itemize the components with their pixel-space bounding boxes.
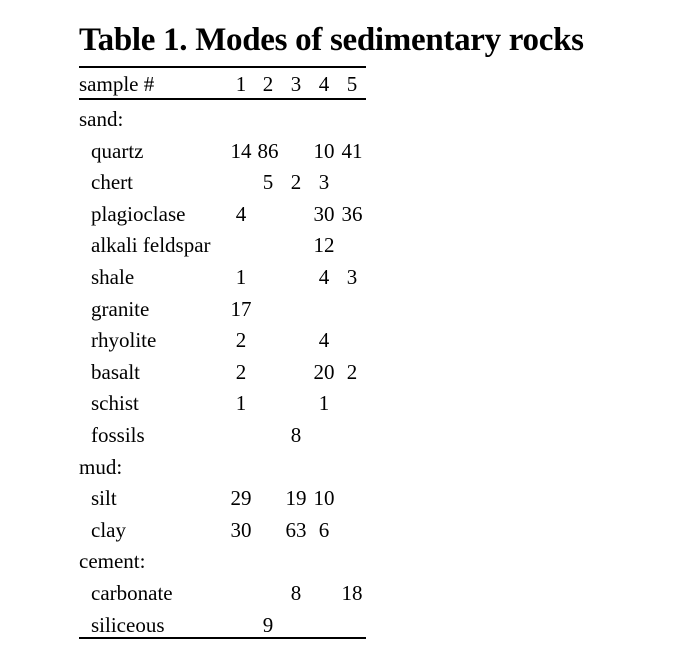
table-cell: 29	[230, 486, 252, 511]
header-label: sample #	[79, 72, 155, 96]
table-cell: 1	[318, 391, 330, 416]
table-row	[79, 229, 366, 261]
row-label: quartz	[91, 138, 144, 163]
table-row	[79, 451, 366, 483]
table-cell: 19	[285, 486, 307, 511]
row-label: clay	[91, 517, 126, 542]
header-cell: 2	[262, 72, 274, 96]
table-cell: 4	[318, 265, 330, 289]
header-cell: 3	[290, 72, 302, 96]
header-cell: 1	[235, 72, 247, 96]
table-cell: 86	[257, 138, 279, 163]
table-row	[79, 609, 366, 641]
table-cell: 5	[262, 170, 274, 195]
table-cell: 2	[346, 359, 358, 384]
table-row	[79, 324, 366, 356]
table-cell: 1	[235, 391, 247, 416]
table-cell: 2	[235, 359, 247, 384]
table-cell: 2	[235, 328, 247, 353]
table-row	[79, 166, 366, 198]
table-cell: 63	[285, 517, 307, 542]
header-cell: 5	[346, 72, 358, 96]
table-header-rule	[79, 98, 366, 100]
table-cell: 17	[230, 296, 252, 321]
table-row	[79, 135, 366, 167]
table-cell: 20	[313, 359, 335, 384]
table-cell: 12	[313, 233, 335, 258]
table-cell: 18	[341, 581, 363, 605]
table-bottom-rule	[79, 637, 366, 639]
table-cell: 4	[235, 201, 247, 226]
row-label: carbonate	[91, 581, 173, 605]
table-row	[79, 356, 366, 388]
row-label: shale	[91, 265, 135, 289]
table-row	[79, 261, 366, 293]
table-cell: 3	[318, 170, 330, 195]
row-label: granite	[91, 296, 150, 321]
table-cell: 41	[341, 138, 363, 163]
table-cell: 1	[235, 265, 247, 289]
row-label: basalt	[91, 359, 140, 384]
table-cell: 30	[313, 201, 335, 226]
row-label: fossils	[91, 423, 145, 447]
table-row	[79, 387, 366, 419]
row-label: schist	[91, 391, 139, 416]
row-label: plagioclase	[91, 201, 186, 226]
table-cell: 36	[341, 201, 363, 226]
row-label: rhyolite	[91, 328, 157, 353]
table-cell: 2	[290, 170, 302, 195]
table-cell: 10	[313, 138, 335, 163]
table-cell: 14	[230, 138, 252, 163]
table-header-row	[79, 68, 366, 100]
row-label: silt	[91, 486, 117, 511]
table-cell: 9	[262, 612, 274, 637]
table-title: Table 1. Modes of sedimentary rocks	[79, 22, 584, 58]
row-label: alkali feldspar	[91, 233, 211, 258]
table-row	[79, 482, 366, 514]
table-row	[79, 103, 366, 135]
table-row	[79, 293, 366, 325]
table-cell: 8	[290, 581, 302, 605]
section-label: sand:	[79, 107, 124, 131]
table-cell: 8	[290, 423, 302, 447]
table-cell: 3	[346, 265, 358, 289]
section-label: cement:	[79, 549, 146, 574]
table-row	[79, 419, 366, 451]
table-cell: 30	[230, 517, 252, 542]
table-row	[79, 514, 366, 546]
table-cell: 4	[318, 328, 330, 353]
table-cell: 10	[313, 486, 335, 511]
header-cell: 4	[318, 72, 330, 96]
table-row	[79, 577, 366, 609]
table-row	[79, 198, 366, 230]
table-cell: 6	[318, 517, 330, 542]
section-label: mud:	[79, 454, 123, 479]
row-label: chert	[91, 170, 133, 195]
row-label: siliceous	[91, 612, 165, 637]
table-row	[79, 545, 366, 577]
